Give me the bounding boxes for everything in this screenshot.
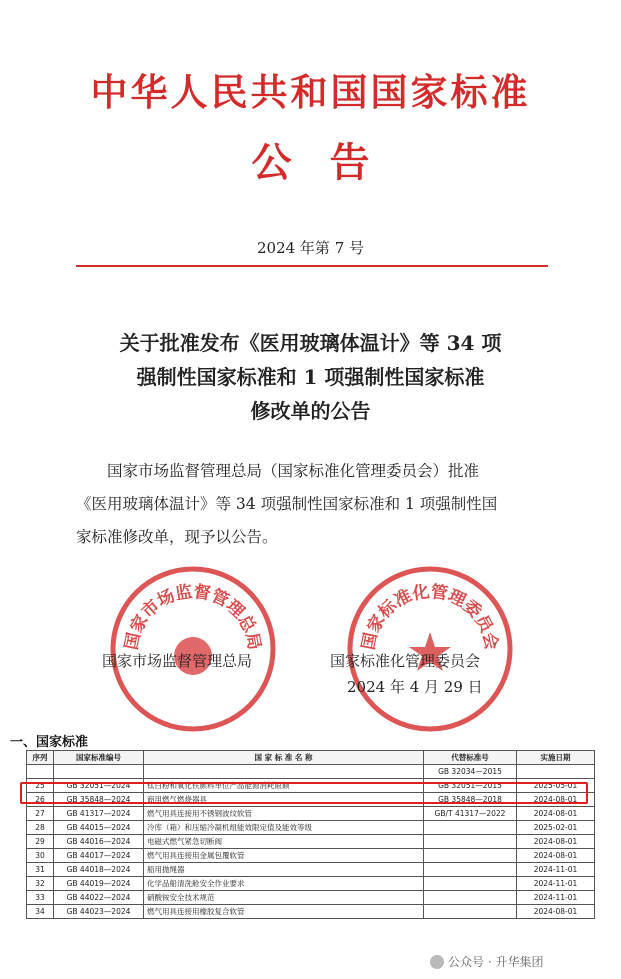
table-row — [27, 891, 595, 905]
cell-number: GB 44023—2024 — [54, 905, 144, 919]
cell-seq — [27, 765, 54, 779]
cell-name: 电磁式燃气紧急切断阀 — [144, 835, 424, 849]
table-row — [27, 905, 595, 919]
cell-seq: 30 — [27, 849, 54, 863]
table-row — [27, 765, 595, 779]
issue-number: 2024 年第 7 号 — [256, 239, 365, 257]
highlight-box — [20, 782, 588, 804]
cell-name: 钛白粉和氧化铁颜料单位产品能源消耗限额 — [144, 779, 424, 793]
cell-name: 船用抛绳器 — [144, 863, 424, 877]
table-row — [27, 877, 595, 891]
cell-date: 2024-11-01 — [517, 877, 595, 891]
body-line-3: 家标准修改单，现予以公告。 — [76, 528, 278, 546]
cell-replaces — [424, 891, 517, 905]
cell-name: 化学品船清洗舱安全作业要求 — [144, 877, 424, 891]
doc-title-line-1: 关于批准发布《医用玻璃体温计》等 34 项 — [119, 331, 502, 355]
signer-left: 国家市场监督管理总局 — [102, 652, 253, 670]
cell-date: 2024-08-01 — [517, 807, 595, 821]
cell-number: GB 44019—2024 — [54, 877, 144, 891]
col-header-date: 实施日期 — [517, 751, 595, 765]
cell-seq: 27 — [27, 807, 54, 821]
section-heading: 一、国家标准 — [10, 735, 89, 750]
seal-stamp-right — [345, 564, 515, 734]
cell-seq: 34 — [27, 905, 54, 919]
cell-date: 2024-08-01 — [517, 849, 595, 863]
cell-date: 2025-02-01 — [517, 821, 595, 835]
cell-date — [517, 765, 595, 779]
cell-number — [54, 765, 144, 779]
doc-title-line-2: 强制性国家标准和 1 项强制性国家标准 — [136, 365, 485, 389]
cell-name: 燃气用具连接用橡胶复合软管 — [144, 905, 424, 919]
cell-name: 燃气用具连接用金属包覆软管 — [144, 849, 424, 863]
wechat-icon — [430, 955, 444, 969]
cell-replaces: GB 35848—2018 — [424, 793, 517, 807]
cell-date: 2024-11-01 — [517, 863, 595, 877]
table-row — [27, 863, 595, 877]
cell-seq: 25 — [27, 779, 54, 793]
col-header-seq: 序列 — [27, 751, 54, 765]
body-line-2: 《医用玻璃体温计》等 34 项强制性国家标准和 1 项强制性国 — [76, 495, 498, 513]
red-divider — [76, 265, 548, 267]
cell-seq: 26 — [27, 793, 54, 807]
cell-replaces: GB 32051—2015 — [424, 779, 517, 793]
cell-number: GB 32051—2024 — [54, 779, 144, 793]
cell-number: GB 44018—2024 — [54, 863, 144, 877]
table-header-row — [27, 751, 595, 765]
cell-seq: 29 — [27, 835, 54, 849]
cell-date: 2024-08-01 — [517, 905, 595, 919]
signer-right: 国家标准化管理委员会 — [330, 652, 481, 670]
body-line-1: 国家市场监督管理总局（国家标准化管理委员会）批准 — [107, 462, 480, 480]
cell-name: 燃气用具连接用不锈钢波纹软管 — [144, 807, 424, 821]
issue-date: 2024 年 4 月 29 日 — [347, 678, 483, 696]
cell-replaces — [424, 905, 517, 919]
cell-date: 2025-05-01 — [517, 779, 595, 793]
cell-replaces — [424, 877, 517, 891]
table-row — [27, 807, 595, 821]
cell-seq: 33 — [27, 891, 54, 905]
watermark — [430, 953, 543, 970]
col-header-replaces: 代替标准号 — [424, 751, 517, 765]
cell-replaces — [424, 849, 517, 863]
standards-table — [26, 750, 595, 919]
cell-number: GB 35848—2024 — [54, 793, 144, 807]
col-header-name: 国 家 标 准 名 称 — [144, 751, 424, 765]
seal-left-text: 国家市场监督管理总局 — [121, 581, 265, 652]
cell-name: 冷库（箱）和压缩冷凝机组能效限定值及能效等级 — [144, 821, 424, 835]
cell-replaces — [424, 835, 517, 849]
table-row — [27, 835, 595, 849]
cell-replaces: GB 32034—2015 — [424, 765, 517, 779]
cell-name: 商用燃气燃烧器具 — [144, 793, 424, 807]
watermark-text: 公众号 · 升华集团 — [448, 955, 544, 969]
cell-name — [144, 765, 424, 779]
cell-date: 2024-11-01 — [517, 891, 595, 905]
cell-replaces: GB/T 41317—2022 — [424, 807, 517, 821]
cell-seq: 32 — [27, 877, 54, 891]
cell-number: GB 44016—2024 — [54, 835, 144, 849]
cell-number: GB 41317—2024 — [54, 807, 144, 821]
cell-number: GB 44015—2024 — [54, 821, 144, 835]
cell-replaces — [424, 863, 517, 877]
cell-replaces — [424, 821, 517, 835]
cell-seq: 28 — [27, 821, 54, 835]
table-row — [27, 821, 595, 835]
cell-name: 硝酸铵安全技术规范 — [144, 891, 424, 905]
cell-seq: 31 — [27, 863, 54, 877]
header-announcement: 公告 — [251, 140, 408, 186]
cell-number: GB 44022—2024 — [54, 891, 144, 905]
table-row — [27, 849, 595, 863]
doc-title-line-3: 修改单的公告 — [250, 399, 371, 423]
col-header-number: 国家标准编号 — [54, 751, 144, 765]
seal-right-text: 国家标准化管理委员会 — [358, 581, 502, 652]
header-title: 中华人民共和国国家标准 — [90, 71, 531, 114]
cell-date: 2024-08-01 — [517, 793, 595, 807]
cell-number: GB 44017—2024 — [54, 849, 144, 863]
cell-date: 2024-08-01 — [517, 835, 595, 849]
seal-stamp-left — [108, 564, 278, 734]
